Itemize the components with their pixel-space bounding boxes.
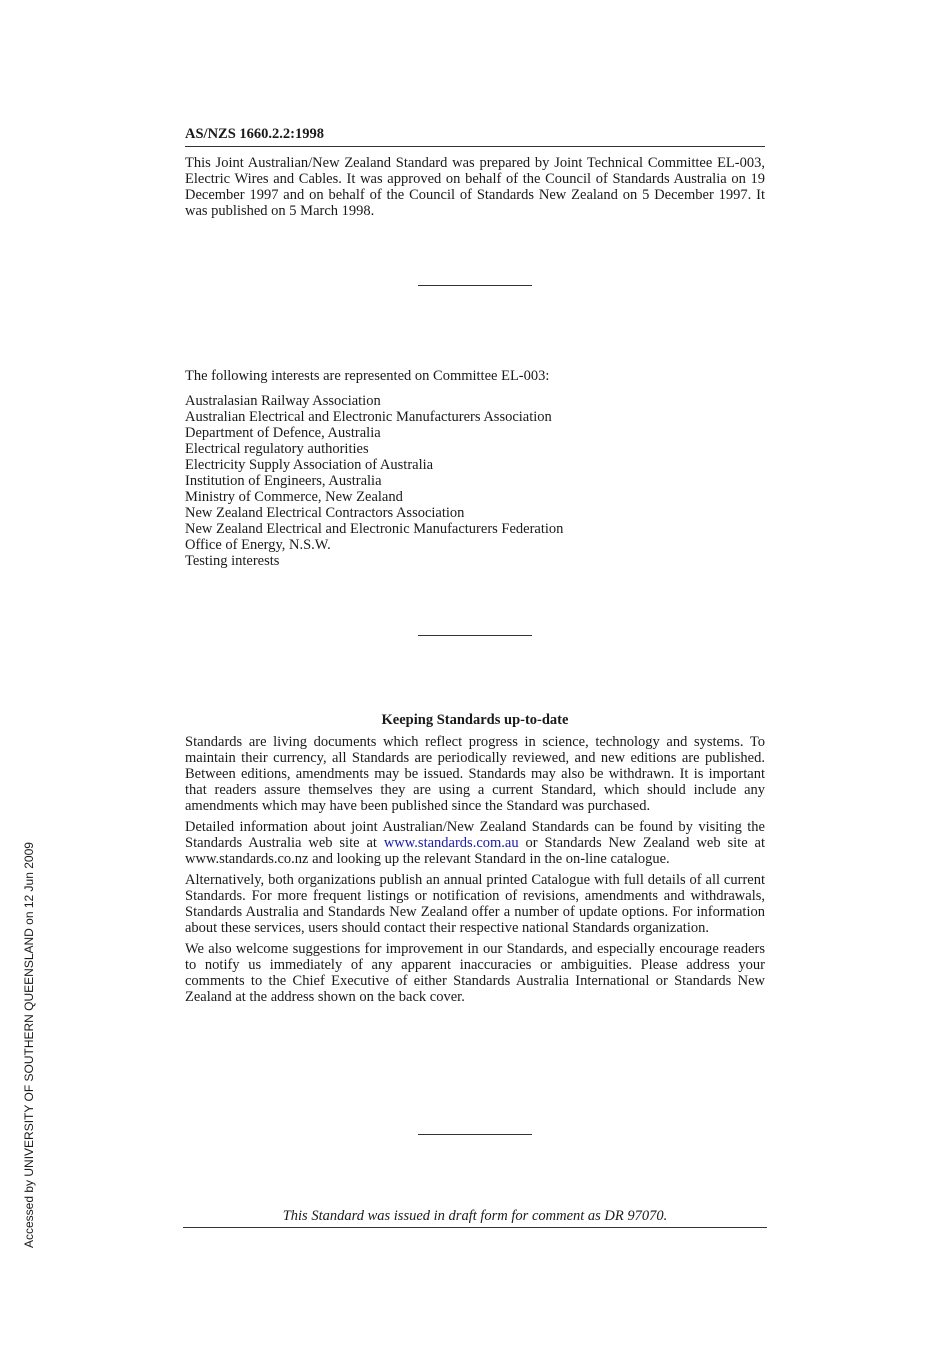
list-item: New Zealand Electrical Contractors Association	[185, 505, 465, 521]
list-item: New Zealand Electrical and Electronic Manufacturers Federation	[185, 521, 564, 537]
list-item: Testing interests	[185, 553, 280, 569]
list-item: Department of Defence, Australia	[185, 425, 381, 441]
committee-interests-lead: The following interests are represented on Committee EL-003:	[185, 368, 550, 384]
list-item: Electricity Supply Association of Australia	[185, 457, 434, 473]
keeping-up-to-date-heading: Keeping Standards up-to-date	[381, 712, 569, 728]
list-item: Australasian Railway Association	[185, 393, 381, 409]
committee-interests-list	[185, 393, 765, 569]
list-item: Australian Electrical and Electronic Manufacturers Association	[185, 409, 552, 425]
section-divider	[418, 635, 532, 636]
keeping-paragraph-1: Standards are living documents which reflect progress in science, technology and systems. To maintain their currency, all Standards are periodically reviewed, and new editions are published. Between editions, amendments may be issued. Standards may also be withdrawn. It is important that readers assure themselves they are using a current Standard, which should include any amendments which may have been published since the Standard was purchased.	[185, 734, 765, 814]
draft-notice-footer: This Standard was issued in draft form for comment as DR 97070.	[183, 1208, 767, 1228]
keeping-up-to-date-body	[185, 734, 765, 1010]
document-id-header: AS/NZS 1660.2.2:1998	[185, 126, 765, 147]
keeping-paragraph-4: We also welcome suggestions for improvement in our Standards, and especially encourage readers to notify us immediately of any apparent inaccuracies or ambiguities. Please address your comments to the Chief Executive of either Standards Australia International or Standards New Zealand at the address shown on the back cover.	[185, 941, 765, 1005]
list-item: Institution of Engineers, Australia	[185, 473, 382, 489]
list-item: Ministry of Commerce, New Zealand	[185, 489, 403, 505]
document-page	[185, 0, 765, 1345]
access-watermark: Accessed by UNIVERSITY OF SOUTHERN QUEENSLAND on 12 Jun 2009	[22, 842, 36, 1248]
list-item: Electrical regulatory authorities	[185, 441, 369, 457]
paragraph-text: Detailed information about joint Australian/New Zealand Standards can be found by visiting the Standards Australia web site at	[185, 819, 765, 851]
intro-paragraph: This Joint Australian/New Zealand Standard was prepared by Joint Technical Committee EL-003, Electric Wires and Cables. It was approved on behalf of the Council of Standards Australia on 19 December 1997 and on behalf of the Council of Standards New Zealand on 5 December 1997. It was published on 5 March 1998.	[185, 155, 765, 219]
keeping-paragraph-3: Alternatively, both organizations publish an annual printed Catalogue with full details of all current Standards. For more frequent listings or notification of revisions, amendments and withdrawals, Standards Australia and Standards New Zealand offer a number of update options. For information about these services, users should contact their respective national Standards organization.	[185, 872, 765, 936]
list-item: Office of Energy, N.S.W.	[185, 537, 331, 553]
standards-australia-link[interactable]: www.standards.com.au	[383, 835, 519, 851]
section-divider	[418, 285, 532, 286]
keeping-paragraph-2	[185, 819, 765, 867]
section-divider	[418, 1134, 532, 1135]
paragraph-text: or Standards New Zealand web site at www.standards.co.nz and looking up the relevant Standard in the on-line catalogue.	[185, 835, 766, 867]
